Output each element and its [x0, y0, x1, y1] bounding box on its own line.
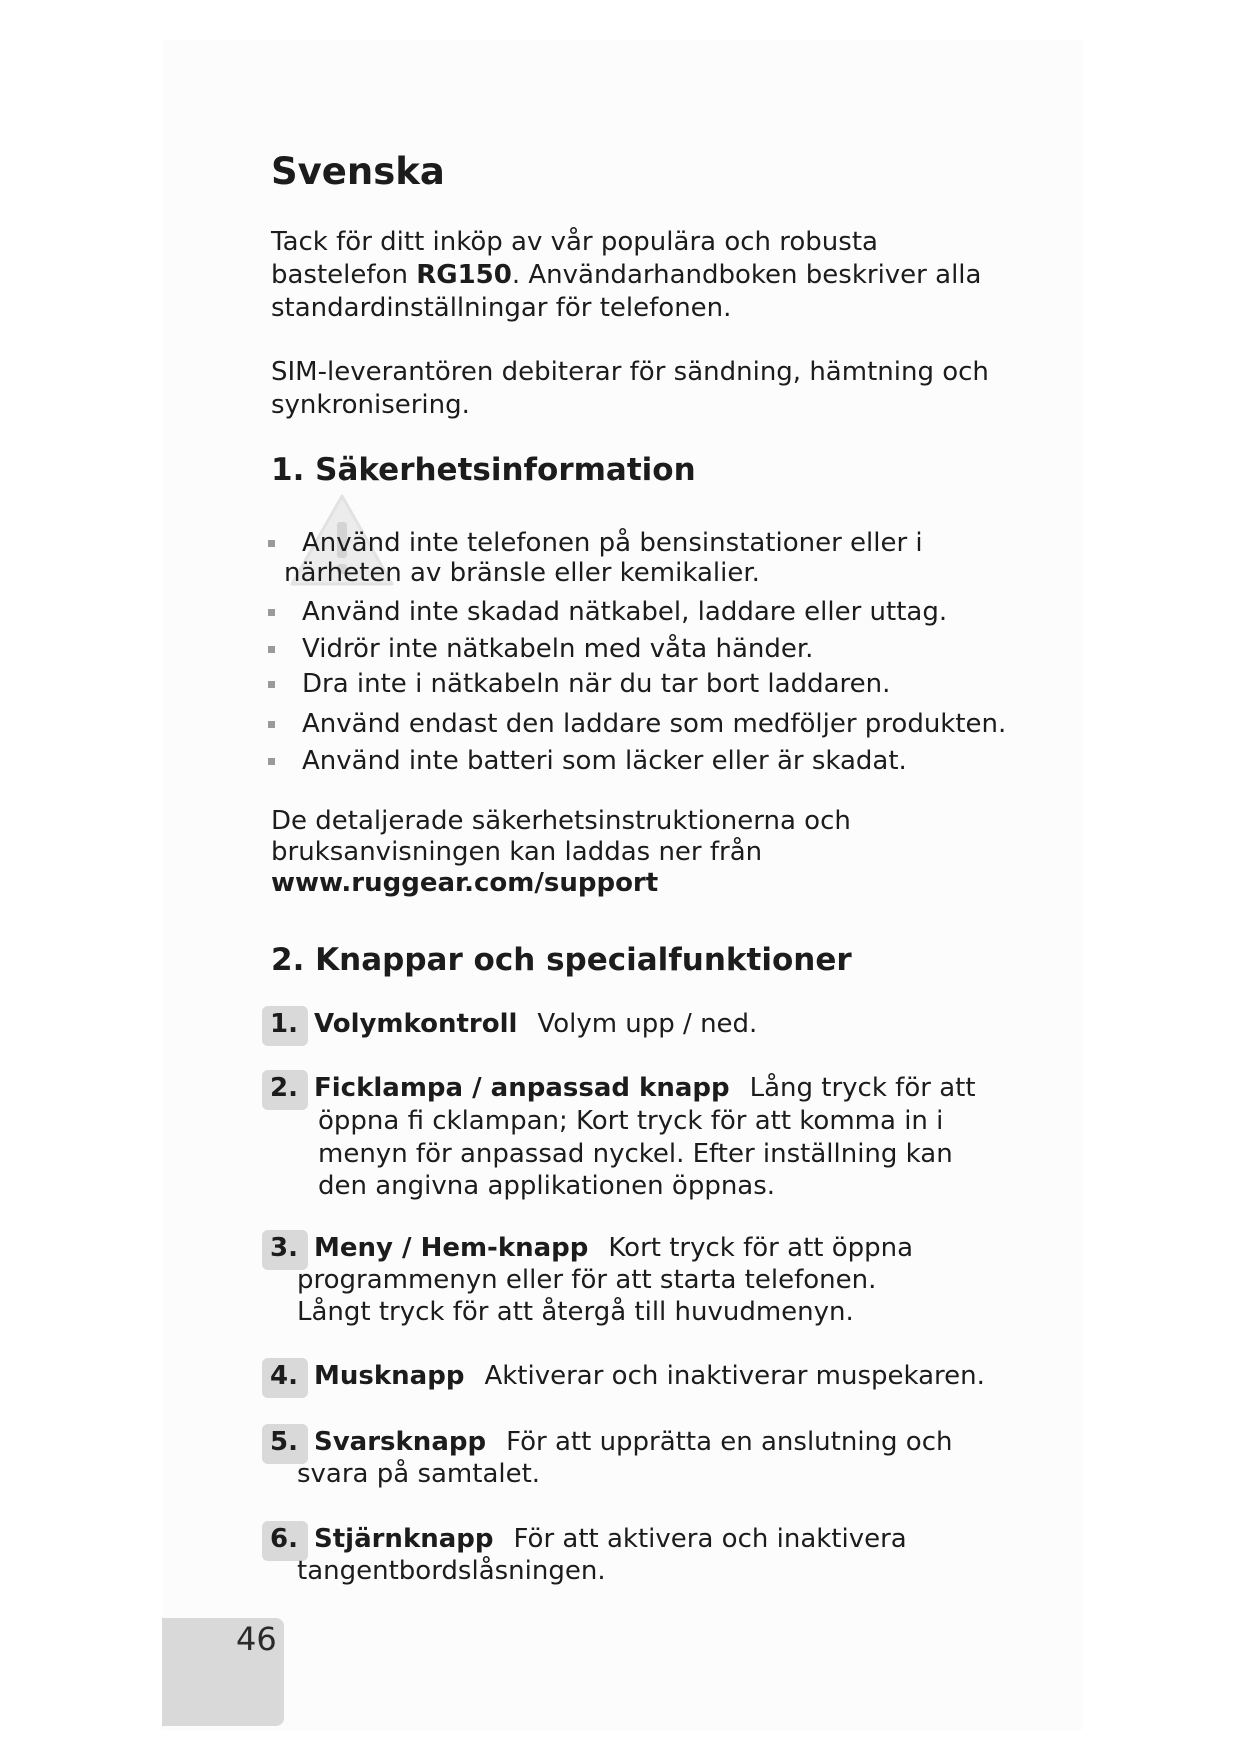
- bullet-text: Dra inte i nätkabeln när du tar bort laddaren.: [302, 669, 891, 699]
- bullet-square-icon: [268, 540, 275, 547]
- bullet-text: Använd inte batteri som läcker eller är skadat.: [302, 746, 907, 776]
- item-description: Kort tryck för att öppna: [608, 1233, 914, 1263]
- bullet-text-continued: närheten av bränsle eller kemikalier.: [284, 558, 760, 588]
- button-item-flashlight: [314, 1072, 976, 1105]
- button-item-menu-home: [314, 1232, 913, 1265]
- item-label: Meny / Hem-knapp: [314, 1233, 589, 1263]
- bullet-square-icon: [268, 646, 275, 653]
- sim-charges-paragraph: SIM-leverantören debiterar för sändning, hämtning och synkronisering.: [271, 357, 989, 420]
- bullet-square-icon: [268, 609, 275, 616]
- safety-download-note: [271, 806, 991, 899]
- bullet-square-icon: [268, 758, 275, 765]
- item-description-line: menyn för anpassad nyckel. Efter inställning kan: [318, 1139, 953, 1169]
- item-description: För att upprätta en anslutning och: [506, 1427, 953, 1457]
- bullet-text: Använd endast den laddare som medföljer produkten.: [302, 709, 1007, 739]
- item-number: 5.: [270, 1427, 298, 1457]
- item-description-line: den angivna applikationen öppnas.: [318, 1171, 776, 1201]
- item-number: 4.: [270, 1361, 298, 1391]
- intro-paragraph: [271, 226, 991, 325]
- item-label: Stjärnknapp: [314, 1524, 494, 1554]
- bullet-text: Använd inte telefonen på bensinstationer eller i: [302, 528, 923, 558]
- bullet-text: Använd inte skadad nätkabel, laddare eller uttag.: [302, 597, 948, 627]
- item-description: Volym upp / ned.: [537, 1009, 758, 1039]
- item-description: För att aktivera och inaktivera: [513, 1524, 907, 1554]
- page-title: Svenska: [271, 150, 445, 193]
- item-label: Musknapp: [314, 1361, 465, 1391]
- item-description-line: programmenyn eller för att starta telefonen.: [297, 1265, 877, 1295]
- button-item-mouse: [314, 1360, 985, 1393]
- page-number: 46: [236, 1620, 277, 1658]
- item-description-line: tangentbordslåsningen.: [297, 1556, 606, 1586]
- intro-text-end: . Användarhandboken beskriver alla standardinställningar för telefonen.: [271, 260, 982, 323]
- bullet-square-icon: [268, 721, 275, 728]
- bullet-square-icon: [268, 681, 275, 688]
- item-label: Volymkontroll: [314, 1009, 518, 1039]
- item-number: 6.: [270, 1524, 298, 1554]
- item-description: Lång tryck för att: [749, 1073, 976, 1103]
- item-description-line: svara på samtalet.: [297, 1459, 541, 1489]
- support-link[interactable]: www.ruggear.com/support: [271, 868, 659, 898]
- intro-text-start: Tack för ditt inköp av vår populära och robusta bastelefon: [271, 227, 878, 290]
- note-line: De detaljerade säkerhetsinstruktionerna och: [271, 806, 851, 836]
- item-description: Aktiverar och inaktiverar muspekaren.: [484, 1361, 985, 1391]
- item-number: 2.: [270, 1073, 298, 1103]
- item-number: 1.: [270, 1009, 298, 1039]
- model-name: RG150: [416, 260, 512, 290]
- section-heading-buttons: 2. Knappar och specialfunktioner: [271, 942, 852, 978]
- button-item-star: [314, 1523, 907, 1556]
- item-label: Ficklampa / anpassad knapp: [314, 1073, 730, 1103]
- item-label: Svarsknapp: [314, 1427, 487, 1457]
- button-item-answer: [314, 1426, 953, 1459]
- bullet-text: Vidrör inte nätkabeln med våta händer.: [302, 634, 814, 664]
- item-description-line: öppna fi cklampan; Kort tryck för att komma in i: [318, 1106, 944, 1136]
- button-item-volume: [314, 1008, 757, 1041]
- note-line: bruksanvisningen kan laddas ner från: [271, 837, 763, 867]
- item-description-line: Långt tryck för att återgå till huvudmenyn.: [297, 1297, 854, 1327]
- section-heading-safety: 1. Säkerhetsinformation: [271, 452, 696, 488]
- item-number: 3.: [270, 1233, 298, 1263]
